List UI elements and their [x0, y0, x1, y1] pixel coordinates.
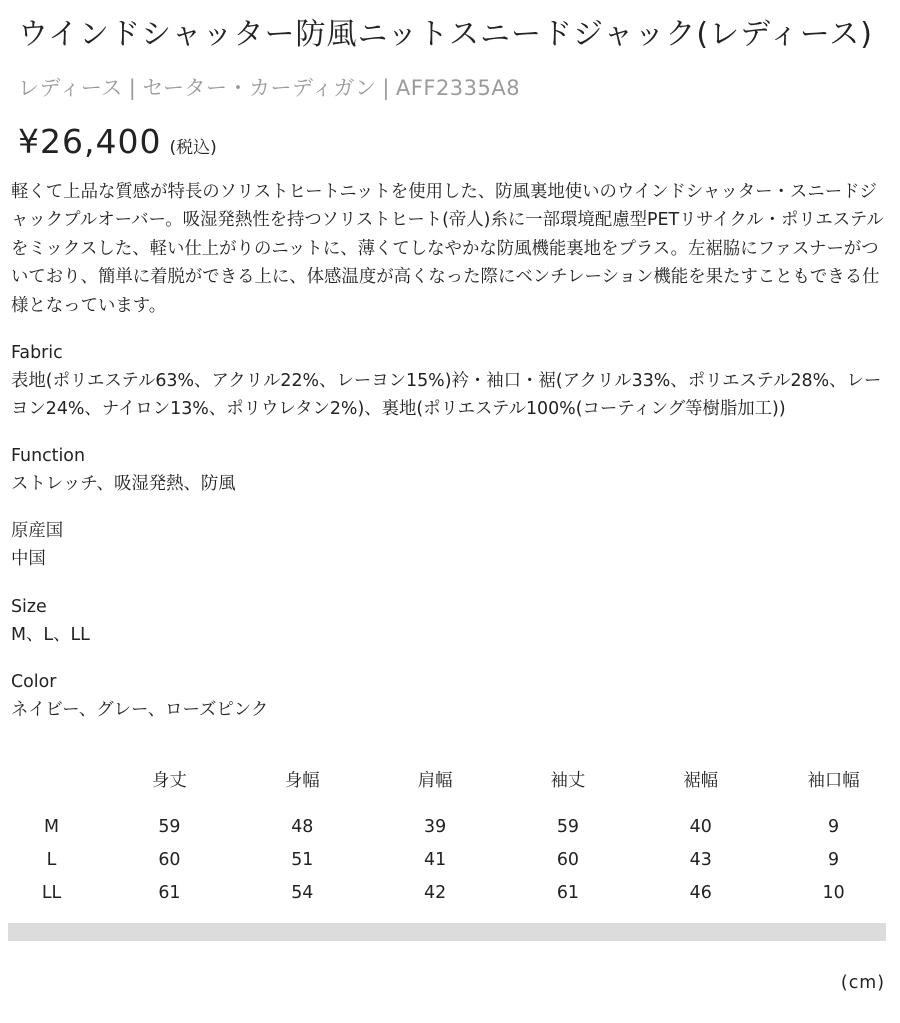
spec-fabric-value: 表地(ポリエステル63%、アクリル22%、レーヨン15%)衿・袖口・裾(アクリル33%、ポリエステル28%、レーヨン24%、ナイロン13%、ポリウレタン2%)、裏地(ポリエステル100%(コーティング等樹脂加工)) — [11, 371, 882, 419]
table-cell: 42 — [424, 882, 447, 903]
product-description: 軽くて上品な質感が特長のソリストヒートニットを使用した、防風裏地使いのウインドシャッター・スニードジャックプルオーバー。吸湿発熱性を持つソリストヒート(帝人)糸に一部環境配慮型PETリサイクル・ポリエステルをミックスした、軽い仕上がりのニットに、薄くてしなやかな防風機能裏地をプラス。左裾脇にファスナーがついており、簡単に着脱ができる上に、体感温度が高くなった際にベンチレーション機能を果たすこともできる仕様となっています。 — [11, 182, 884, 316]
spec-origin — [11, 517, 893, 573]
size-label: L — [46, 849, 57, 870]
table-row — [0, 876, 900, 909]
spec-size — [11, 593, 893, 649]
spec-color-label: Color — [11, 672, 57, 692]
size-table-header: 身幅 — [284, 770, 320, 791]
product-code: AFF2335A8 — [395, 76, 521, 100]
size-table-header-row — [0, 760, 900, 796]
product-title: ウインドシャッター防風ニットスニードジャック(レディース) — [18, 17, 873, 52]
breadcrumb-separator: | — [128, 76, 137, 100]
table-cell: 61 — [158, 882, 181, 903]
table-cell: 41 — [424, 849, 447, 870]
table-cell: 40 — [689, 816, 712, 837]
table-cell: 10 — [822, 882, 845, 903]
size-table-corner — [0, 760, 103, 796]
spec-fabric-label: Fabric — [11, 343, 63, 363]
table-cell: 43 — [689, 849, 712, 870]
size-table — [0, 760, 900, 909]
spec-size-label: Size — [11, 597, 47, 617]
table-cell: 48 — [291, 816, 314, 837]
size-label: M — [44, 816, 60, 837]
spec-origin-value: 中国 — [11, 549, 46, 569]
table-cell: 60 — [556, 849, 579, 870]
size-table-header: 袖丈 — [550, 770, 586, 791]
spec-color-value: ネイビー、グレー、ローズピンク — [11, 700, 269, 720]
tax-note: (税込) — [169, 138, 217, 158]
size-table-header: 身丈 — [152, 770, 187, 791]
table-row — [0, 843, 900, 876]
breadcrumb-separator: | — [382, 76, 390, 100]
size-table-header: 肩幅 — [417, 770, 453, 791]
spec-fabric — [11, 339, 893, 423]
spec-color — [11, 668, 893, 724]
spec-function-value: ストレッチ、吸湿発熱、防風 — [11, 474, 236, 494]
spec-size-value: M、L、LL — [11, 625, 90, 645]
breadcrumb-category[interactable]: セーター・カーディガン — [142, 76, 377, 100]
table-row — [0, 810, 900, 843]
table-cell: 59 — [158, 816, 181, 837]
table-cell: 9 — [828, 849, 840, 870]
price-row — [18, 120, 217, 164]
spec-function — [11, 442, 893, 498]
size-table-header: 袖口幅 — [807, 770, 860, 791]
breadcrumb — [18, 74, 520, 102]
table-cell: 61 — [556, 882, 579, 903]
size-label: LL — [41, 882, 62, 903]
spec-origin-label: 原産国 — [11, 521, 64, 541]
unit-label: (cm) — [840, 973, 885, 993]
table-cell: 59 — [556, 816, 579, 837]
table-cell: 46 — [689, 882, 712, 903]
table-cell: 54 — [291, 882, 314, 903]
table-cell: 60 — [158, 849, 181, 870]
product-price: ¥26,400 — [18, 122, 162, 161]
spec-function-label: Function — [11, 446, 85, 466]
horizontal-scrollbar[interactable] — [8, 923, 886, 941]
table-cell: 51 — [291, 849, 314, 870]
table-cell: 39 — [424, 816, 447, 837]
table-cell: 9 — [828, 816, 840, 837]
size-table-header: 裾幅 — [683, 770, 719, 791]
breadcrumb-gender[interactable]: レディース — [18, 76, 123, 100]
